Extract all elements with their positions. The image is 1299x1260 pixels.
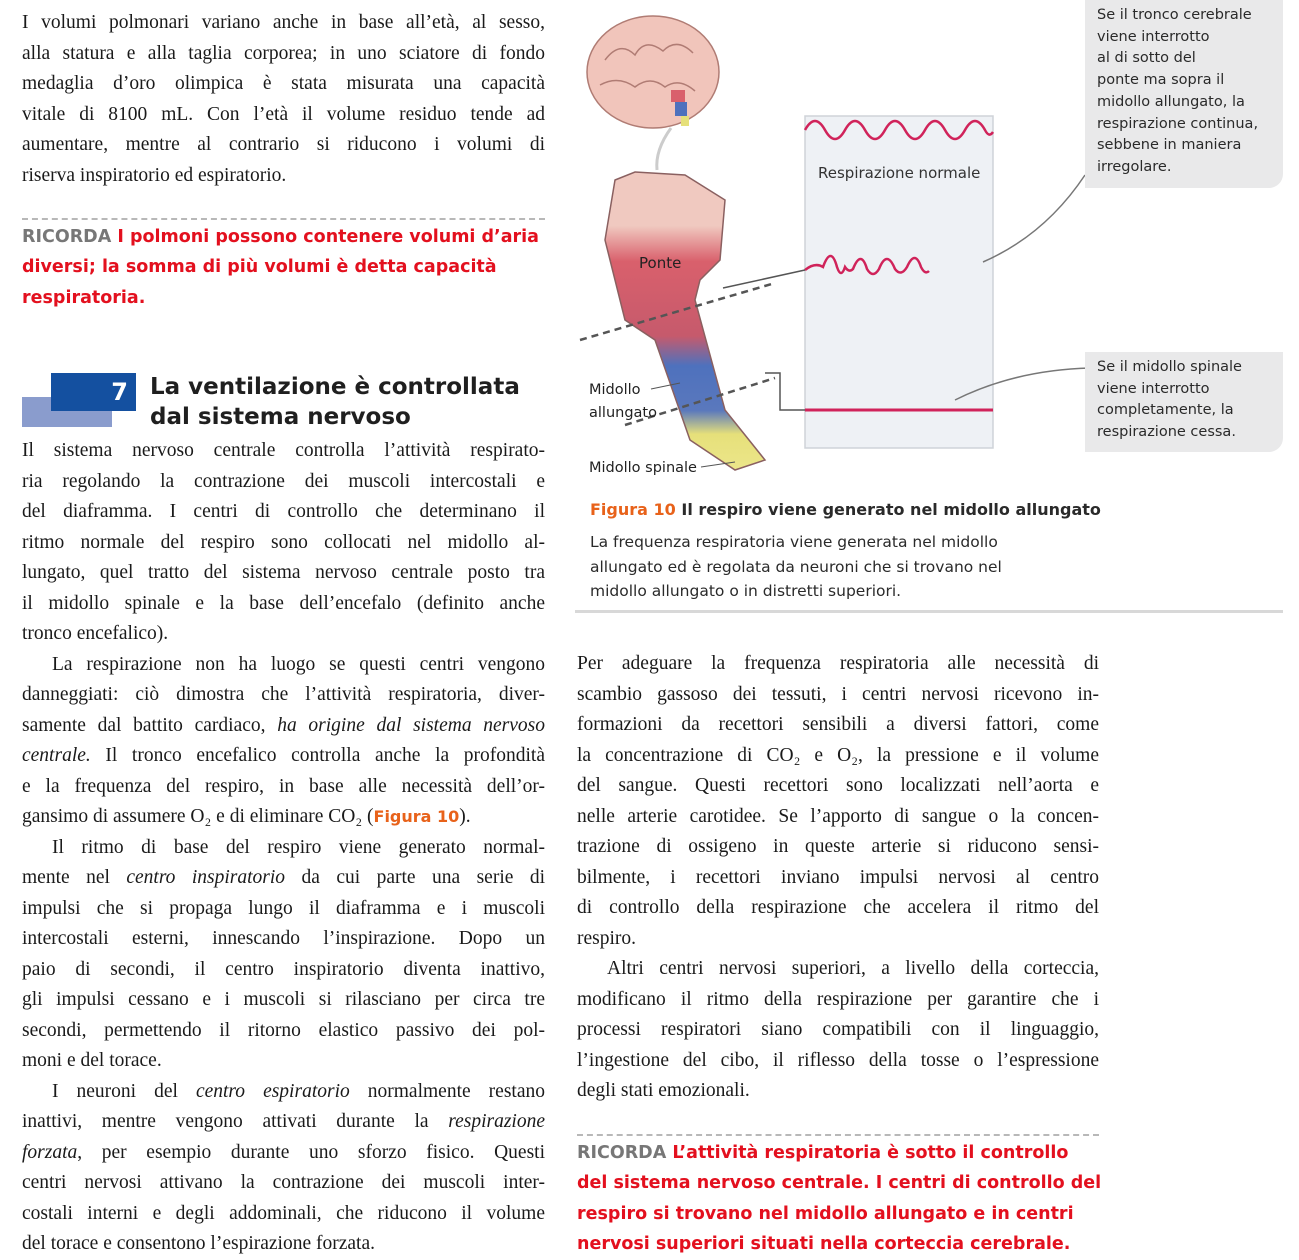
ricorda-text: del sistema nervoso centrale. I centri di controllo del xyxy=(577,1173,1102,1194)
ricorda-text: nervosi superiori situati nella corteccia cerebrale. xyxy=(577,1233,1071,1254)
text-line xyxy=(577,832,1099,863)
text-line xyxy=(22,130,545,161)
text-line xyxy=(22,833,545,864)
figure-10 xyxy=(575,0,1283,613)
text-segment: alla statura e alla taglia corporea; in uno sciatore di fondo xyxy=(22,42,545,64)
text-line xyxy=(577,863,1099,894)
text-line xyxy=(22,69,545,100)
intro-paragraph xyxy=(22,8,545,191)
text-line xyxy=(22,1016,545,1047)
section-title-line: La ventilazione è controllata xyxy=(150,374,520,400)
text-segment: da cui parte una serie di xyxy=(285,867,545,888)
text-line xyxy=(22,1077,545,1108)
text-segment: Per adeguare la frequenza respiratoria alle necessità di xyxy=(577,653,1099,674)
figure-number: Figura 10 xyxy=(590,500,676,519)
text-segment: processi respiratori siano compatibili con il linguaggio, xyxy=(577,1019,1099,1040)
text-segment: intercostali esterni, innescando l’inspirazione. Dopo un xyxy=(22,928,545,949)
divider xyxy=(577,1134,1099,1136)
text-segment: La respirazione non ha luogo se questi centri vengono xyxy=(52,653,545,675)
text-segment: Il ritmo di base del respiro viene generato normal- xyxy=(52,836,545,858)
text-segment: medaglia d’oro olimpica è stata misurata una capacità xyxy=(22,73,545,94)
text-line xyxy=(577,893,1099,924)
text-segment: moni e del torace. xyxy=(22,1050,162,1071)
text-segment: tronco encefalico). xyxy=(22,623,169,644)
text-segment: del diaframma. I centri di controllo che determinano il xyxy=(22,501,545,522)
ricorda-box-2 xyxy=(577,1138,1101,1259)
text-line xyxy=(577,680,1099,711)
text-segment: del torace e consentono l’espirazione forzata. xyxy=(22,1233,375,1254)
text-segment: samente dal battito cardiaco, xyxy=(22,714,278,736)
callout-text: viene interrotto xyxy=(1097,28,1210,45)
text-segment: impulsi che si propaga lungo il diaframma e i muscoli xyxy=(22,897,545,919)
text-line xyxy=(22,772,545,803)
caption-line: allungato ed è regolata da neuroni che si trovano nel xyxy=(590,557,1002,576)
text-segment: Il tronco encefalico controlla anche la profondità xyxy=(90,745,545,766)
text-line xyxy=(577,1076,1099,1107)
italic-text: ha origine dal sistema nervoso xyxy=(277,714,545,736)
text-segment: gli impulsi cessano e i muscoli si rilasciano per circa tre xyxy=(22,989,545,1010)
text-segment: ria regolando la contrazione dei muscoli intercostali e xyxy=(22,470,545,492)
label-midollo-spinale: Midollo spinale xyxy=(589,460,697,476)
label-midollo-allungato: Midollo xyxy=(589,382,641,398)
text-segment: danneggiati: ciò dimostra che l’attività respiratoria, diver- xyxy=(22,684,545,705)
italic-text: centro inspiratorio xyxy=(126,867,286,888)
callout-text: Se il midollo spinale xyxy=(1097,359,1242,375)
callout-text: irregolare. xyxy=(1097,158,1172,175)
right-body-text xyxy=(577,649,1099,1107)
text-line xyxy=(22,802,545,833)
ricorda-box-1 xyxy=(22,222,539,313)
label-ponte: Ponte xyxy=(639,254,682,272)
text-segment: costali interni e degli addominali, che riducono il volume xyxy=(22,1202,545,1224)
callout-text: al di sotto del xyxy=(1097,50,1196,67)
text-line xyxy=(22,1199,545,1230)
text-segment: respiro. xyxy=(577,927,637,949)
figure-caption-body xyxy=(590,530,1002,604)
italic-text: centrale. xyxy=(22,745,91,766)
section-number: 7 xyxy=(51,373,136,411)
text-line xyxy=(22,1168,545,1199)
figure-reference: Figura 10 xyxy=(373,807,460,826)
text-line xyxy=(22,924,545,955)
text-line xyxy=(22,650,545,681)
ricorda-text: respiro si trovano nel midollo allungato e in centri xyxy=(577,1203,1074,1224)
section-title-line: dal sistema nervoso xyxy=(150,404,411,430)
text-segment: bilmente, i recettori inviano impulsi nervosi al centro xyxy=(577,866,1099,888)
divider xyxy=(22,218,545,220)
text-segment: lungato, quel tratto del sistema nervoso centrale posto tra xyxy=(22,562,545,583)
text-segment: riserva inspiratorio ed espiratorio. xyxy=(22,164,287,186)
text-line xyxy=(22,100,545,131)
brain-icon xyxy=(587,16,719,128)
text-segment: Altri centri nervosi superiori, a livello della corteccia, xyxy=(607,958,1099,979)
text-segment: di controllo della respirazione che accelera il ritmo del xyxy=(577,897,1099,918)
text-line xyxy=(22,741,545,772)
text-segment: del sangue. Questi recettori sono localizzati nell’aorta e xyxy=(577,775,1099,796)
text-segment: inattivi, mentre vengono attivati durante la xyxy=(22,1111,449,1132)
ricorda-text: I polmoni possono contenere volumi d’aria xyxy=(117,227,539,247)
callout-spinal-cut xyxy=(1085,352,1283,452)
text-line xyxy=(22,894,545,925)
text-line xyxy=(22,955,545,986)
text-line xyxy=(22,558,545,589)
text-segment: la concentrazione di CO₂ e O₂, la pressione e il volume xyxy=(577,744,1099,766)
figure-title: Il respiro viene generato nel midollo allungato xyxy=(681,500,1101,519)
text-segment: , per esempio durante uno sforzo fisico. Questi xyxy=(77,1141,545,1163)
section-heading xyxy=(150,372,520,432)
text-line xyxy=(22,1229,545,1260)
callout-text: sebbene in maniera xyxy=(1097,137,1242,154)
label-midollo-allungato: allungato xyxy=(589,405,657,421)
text-line xyxy=(577,710,1099,741)
callout-text: completamente, la xyxy=(1097,402,1234,419)
text-segment: trazione di ossigeno in queste arterie si riducono sensi- xyxy=(577,836,1099,857)
text-line xyxy=(22,1138,545,1169)
text-line xyxy=(577,741,1099,772)
text-line xyxy=(577,924,1099,955)
text-line xyxy=(577,802,1099,833)
callout-text: viene interrotto xyxy=(1097,380,1210,397)
text-line xyxy=(22,680,545,711)
text-segment: ritmo normale del respiro sono collocati nel midollo al- xyxy=(22,531,545,553)
text-line xyxy=(577,649,1099,680)
text-segment: centri nervosi attivano la contrazione dei muscoli inter- xyxy=(22,1172,545,1193)
text-line xyxy=(22,1046,545,1077)
text-segment: degli stati emozionali. xyxy=(577,1080,750,1101)
text-line xyxy=(577,771,1099,802)
text-segment: aumentare, mentre al contrario si riducono i volumi di xyxy=(22,134,545,155)
text-line xyxy=(22,497,545,528)
text-line xyxy=(577,954,1099,985)
text-line xyxy=(22,619,545,650)
text-segment: Il sistema nervoso centrale controlla l’attività respirato- xyxy=(22,440,545,461)
text-segment: ). xyxy=(459,806,471,827)
text-segment: formazioni da recettori sensibili a diversi fattori, come xyxy=(577,714,1099,735)
italic-text: forzata xyxy=(22,1141,78,1163)
text-line xyxy=(22,985,545,1016)
text-segment: l’ingestione del cibo, il riflesso della tosse o l’espressione xyxy=(577,1049,1099,1071)
ricorda-text: diversi; la somma di più volumi è detta capacità xyxy=(22,257,497,278)
text-segment: scambio gassoso dei tessuti, i centri nervosi ricevono in- xyxy=(577,683,1099,705)
text-segment: e la frequenza del respiro, in base alle necessità dell’or- xyxy=(22,775,545,797)
text-line xyxy=(22,8,545,39)
text-line xyxy=(22,589,545,620)
ricorda-label: RICORDA xyxy=(22,227,112,247)
text-line xyxy=(22,161,545,192)
callout-text: Se il tronco cerebrale xyxy=(1097,7,1252,23)
text-segment: paio di secondi, il centro inspiratorio diventa inattivo, xyxy=(22,958,545,980)
left-body-text xyxy=(22,436,545,1260)
text-line xyxy=(577,985,1099,1016)
text-segment: gansimo di assumere O₂ e di eliminare CO₂ ( xyxy=(22,806,374,827)
callout-text: midollo allungato, la xyxy=(1097,93,1245,110)
callout-text: respirazione cessa. xyxy=(1097,424,1236,441)
ricorda-text: respiratoria. xyxy=(22,287,146,308)
text-line xyxy=(22,436,545,467)
text-line xyxy=(22,863,545,894)
text-segment: I volumi polmonari variano anche in base all’età, al sesso, xyxy=(22,12,545,33)
label-respirazione-normale: Respirazione normale xyxy=(818,164,981,182)
caption-line: midollo allungato o in distretti superiori. xyxy=(590,582,902,600)
text-line xyxy=(22,1107,545,1138)
text-segment: il midollo spinale e la base dell’encefalo (definito anche xyxy=(22,592,545,614)
brainstem-icon xyxy=(605,172,765,470)
ricorda-label: RICORDA xyxy=(577,1143,667,1163)
text-line xyxy=(22,528,545,559)
text-segment: modificano il ritmo della respirazione per garantire che i xyxy=(577,988,1099,1010)
text-segment: mente nel xyxy=(22,867,127,888)
figure-caption-title xyxy=(590,500,1101,519)
text-segment: vitale di 8100 mL. Con l’età il volume residuo tende ad xyxy=(22,103,545,125)
italic-text: respirazione xyxy=(448,1111,545,1132)
text-line xyxy=(22,39,545,70)
italic-text: centro espiratorio xyxy=(195,1080,350,1102)
callout-brainstem-cut xyxy=(1085,0,1283,188)
text-line xyxy=(22,467,545,498)
text-line xyxy=(577,1015,1099,1046)
text-segment: secondi, permettendo il ritorno elastico passivo dei pol- xyxy=(22,1019,545,1041)
caption-line: La frequenza respiratoria viene generata nel midollo xyxy=(590,533,998,551)
text-line xyxy=(577,1046,1099,1077)
ricorda-text: L’attività respiratoria è sotto il controllo xyxy=(672,1143,1069,1163)
text-segment: I neuroni del xyxy=(52,1080,196,1102)
text-line xyxy=(22,711,545,742)
callout-text: ponte ma sopra il xyxy=(1097,72,1225,89)
text-segment: normalmente restano xyxy=(349,1080,545,1102)
callout-text: respirazione continua, xyxy=(1097,115,1259,132)
text-segment: nelle arterie carotidee. Se l’apporto di sangue o la concen- xyxy=(577,805,1099,827)
